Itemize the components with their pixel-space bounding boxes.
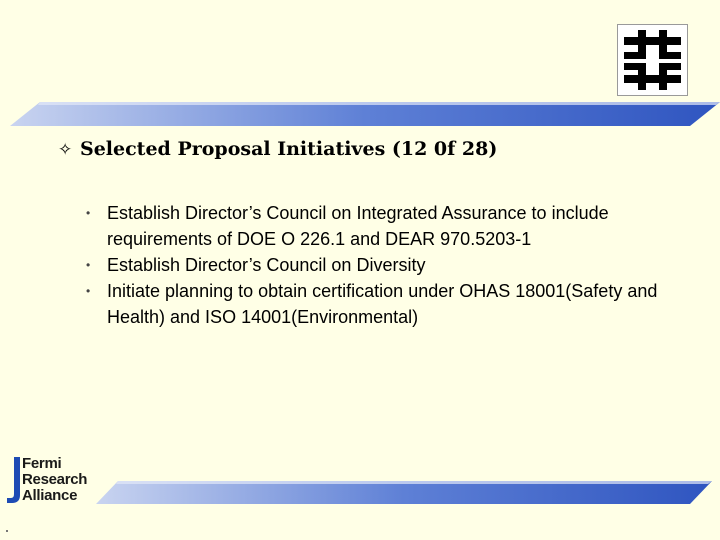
slide-heading: [58, 138, 497, 160]
bottom-divider-band: [0, 478, 720, 510]
logo-line-research: Research: [22, 471, 88, 488]
bullet-dot-icon: •: [86, 206, 91, 220]
top-divider-band: [0, 98, 720, 130]
diamond-bullet-icon: ✧: [58, 140, 73, 160]
heading-text: Selected Proposal Initiatives (12 0f 28): [80, 138, 498, 160]
bullet-dot-icon: •: [86, 284, 91, 298]
list-item-text: Establish Director’s Council on Diversity: [107, 255, 426, 275]
corner-marker: [6, 530, 8, 532]
list-item-text: Initiate planning to obtain certification under OHAS 18001(Safety and Health) and ISO 14001(Environmental): [107, 281, 658, 327]
bullet-dot-icon: •: [86, 258, 91, 272]
logo-line-fermi: Fermi: [22, 455, 62, 472]
list-item: [86, 252, 686, 278]
list-item: [86, 278, 686, 330]
list-item: [86, 200, 686, 252]
fermilab-logo: [617, 24, 688, 96]
list-item-text: Establish Director’s Council on Integrated Assurance to include requirements of DOE O 226.1 and DEAR 970.5203-1: [107, 203, 609, 249]
initiative-list: [86, 200, 686, 330]
logo-line-alliance: Alliance: [22, 487, 78, 504]
